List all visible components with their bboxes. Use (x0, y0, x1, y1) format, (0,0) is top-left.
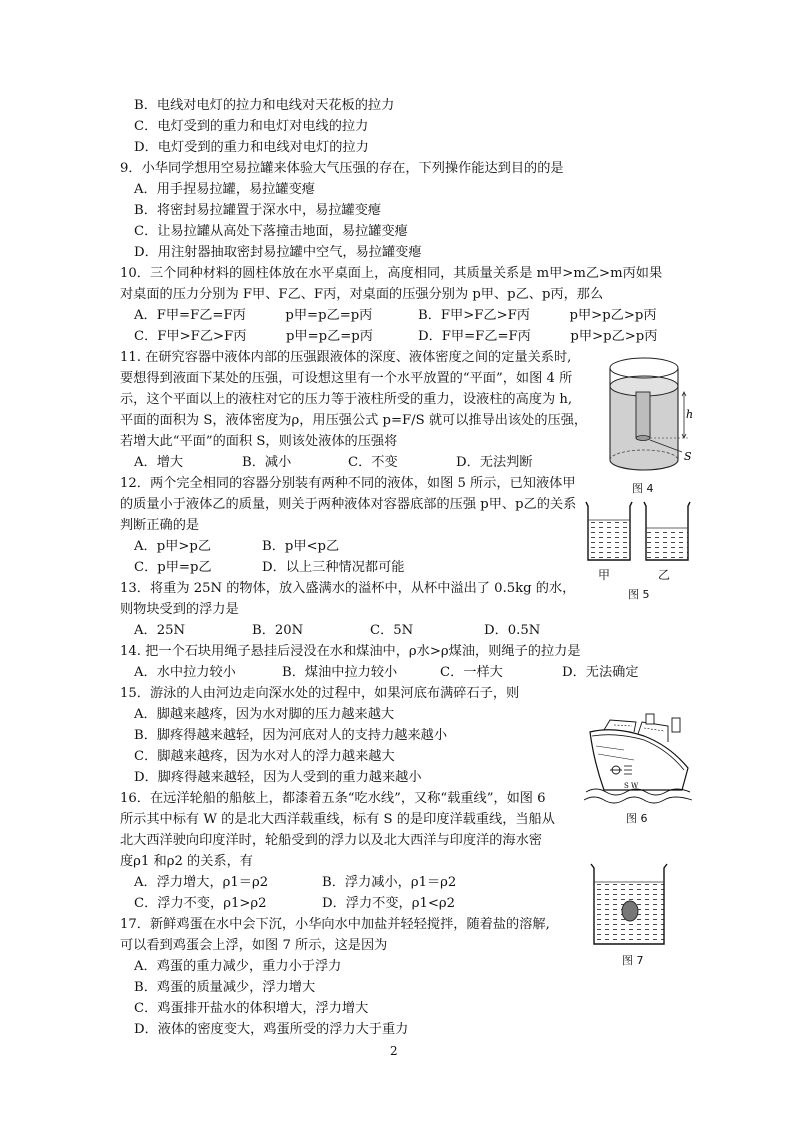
figure-7-beaker-egg (588, 862, 672, 950)
q15-option-a: A．脚越来越疼，因为水对脚的压力越来越大 (134, 707, 395, 722)
q16-line4: 度ρ1 和ρ2 的关系，有 (120, 854, 253, 869)
q11-line2: 要想得到液面下某处的压强，可设想这里有一个水平放置的“平面”，如图 4 所 (120, 371, 573, 386)
q12-line2: 的质量小于液体乙的质量，则关于两种液体对容器底部的压强 p甲、p乙的关系 (120, 497, 577, 512)
q17-option-c: C．鸡蛋排开盐水的体积增大，浮力增大 (134, 1001, 369, 1016)
q13-option-c: C．5N (370, 623, 414, 638)
q16-line3: 北大西洋驶向印度洋时，轮船受到的浮力以及北大西洋与印度洋的海水密 (120, 833, 542, 848)
q10-stem-line2: 对桌面的压力分别为 F甲、F乙、F丙，对桌面的压强分别为 p甲、p乙、p丙，那么 (120, 287, 604, 302)
q17-option-a: A．鸡蛋的重力减少，重力小于浮力 (134, 959, 342, 974)
q9-option-d: D．用注射器抽取密封易拉罐中空气，易拉罐变瘪 (134, 245, 422, 260)
q10-option-a: A．F甲=F乙=F丙 p甲=p乙=p丙 (134, 308, 373, 323)
figure-5-beakers (582, 500, 698, 564)
q8-option-d: D．电灯受到的重力和电线对电灯的拉力 (134, 140, 369, 155)
q15-stem: 15．游泳的人由河边走向深水处的过程中，如果河底布满碎石子，则 (120, 686, 520, 701)
q15-option-c: C．脚越来越疼，因为水对人的浮力越来越大 (134, 749, 395, 764)
svg-text:S W: S W (624, 782, 639, 790)
q11-option-d: D．无法判断 (456, 455, 533, 470)
q13-option-b: B．20N (252, 623, 304, 638)
q12-line3: 判断正确的是 (120, 518, 200, 533)
figure-5-label-jia: 甲 (598, 568, 611, 582)
q13-option-a: A．25N (134, 623, 186, 638)
q12-option-b: B．p甲<p乙 (262, 539, 340, 554)
q17-line1: 17．新鲜鸡蛋在水中会下沉，小华向水中加盐并轻轻搅拌，随着盐的溶解, (120, 917, 550, 932)
q13-line1: 13．将重为 25N 的物体，放入盛满水的溢杯中，从杯中溢出了 0.5kg 的水， (120, 581, 576, 596)
q12-option-a: A．p甲>p乙 (134, 539, 212, 554)
q14-option-b: B．煤油中拉力较小 (282, 665, 398, 680)
figure-4-caption: 图 4 (632, 482, 654, 495)
q12-option-d: D．以上三种情况都可能 (262, 560, 405, 575)
q16-option-d: D．浮力不变，ρ1<ρ2 (322, 896, 456, 911)
q10-stem-line1: 10．三个同种材料的圆柱体放在水平桌面上，高度相同，其质量关系是 m甲>m乙>m丙如果 (120, 266, 663, 281)
q9-option-c: C．让易拉罐从高处下落撞击地面，易拉罐变瘪 (134, 224, 408, 239)
q16-option-a: A．浮力增大，ρ1＝ρ2 (134, 875, 269, 890)
q11-line4: 平面的面积为 S，液体密度为ρ，用压强公式 p=F/S 就可以推导出该处的压强， (120, 413, 588, 428)
q10-option-c: C．F甲>F乙>F丙 p甲=p乙=p丙 (134, 329, 373, 344)
q12-option-c: C．p甲=p乙 (134, 560, 212, 575)
q9-option-b: B．将密封易拉罐置于深水中，易拉罐变瘪 (134, 203, 382, 218)
q11-option-c: C．不变 (348, 455, 398, 470)
q11-option-a: A．增大 (134, 455, 184, 470)
q17-line2: 可以看到鸡蛋会上浮，如图 7 所示，这是因为 (120, 938, 388, 953)
q9-option-a: A．用手捏易拉罐，易拉罐变瘪 (134, 182, 315, 197)
q16-option-c: C．浮力不变，ρ1>ρ2 (134, 896, 267, 911)
q11-line1: 11. 在研究容器中液体内部的压强跟液体的深度、液体密度之间的定量关系时, (120, 350, 572, 365)
page-number: 2 (390, 1044, 398, 1058)
q13-option-d: D．0.5N (484, 623, 541, 638)
q14-option-a: A．水中拉力较小 (134, 665, 236, 680)
q11-line3: 示，这个平面以上的液柱对它的压力等于液柱所受的重力，设液柱的高度为 h, (120, 392, 573, 407)
figure-4-label-h: h (686, 408, 694, 421)
q14-option-d: D．无法确定 (562, 665, 639, 680)
q17-option-b: B．鸡蛋的质量减少，浮力增大 (134, 980, 316, 995)
figure-4-label-s: S (684, 450, 692, 463)
q12-line1: 12．两个完全相同的容器分别装有两种不同的液体，如图 5 所示，已知液体甲 (120, 476, 576, 491)
q14-stem: 14. 把一个石块用绳子悬挂后浸没在水和煤油中，ρ水>ρ煤油，则绳子的拉力是 (120, 644, 581, 659)
q16-line1: 16．在远洋轮船的船舷上，都漆着五条“吃水线”，又称“载重线”，如图 6 (120, 791, 546, 806)
q15-option-b: B．脚疼得越来越轻，因为河底对人的支持力越来越小 (134, 728, 448, 743)
q15-option-d: D．脚疼得越来越轻，因为人受到的重力越来越小 (134, 770, 422, 785)
q11-line5: 若增大此“平面”的面积 S，则该处液体的压强将 (120, 434, 398, 449)
figure-6-caption: 图 6 (626, 812, 648, 825)
q11-option-b: B．减小 (242, 455, 292, 470)
q10-option-d: D．F甲=F乙=F丙 p甲>p乙>p丙 (418, 329, 658, 344)
q10-option-b: B．F甲>F乙>F丙 p甲>p乙>p丙 (418, 308, 657, 323)
figure-7-caption: 图 7 (622, 954, 644, 967)
q13-line2: 则物块受到的浮力是 (120, 602, 239, 617)
figure-4-cylinder (602, 352, 696, 480)
q17-option-d: D．液体的密度变大，鸡蛋所受的浮力大于重力 (134, 1022, 409, 1037)
q16-line2: 所示其中标有 W 的是北大西洋载重线，标有 S 的是印度洋载重线，当船从 (120, 812, 555, 827)
q9-stem: 9．小华同学想用空易拉罐来体验大气压强的存在，下列操作能达到目的的是 (120, 161, 564, 176)
figure-5-caption: 图 5 (628, 588, 650, 601)
q16-option-b: B．浮力减小，ρ1＝ρ2 (322, 875, 457, 890)
q8-option-b: B．电线对电灯的拉力和电线对天花板的拉力 (134, 98, 395, 113)
figure-6-ship (584, 712, 694, 808)
q14-option-c: C．一样大 (440, 665, 503, 680)
figure-5-label-yi: 乙 (658, 568, 671, 582)
q8-option-c: C．电灯受到的重力和电灯对电线的拉力 (134, 119, 369, 134)
